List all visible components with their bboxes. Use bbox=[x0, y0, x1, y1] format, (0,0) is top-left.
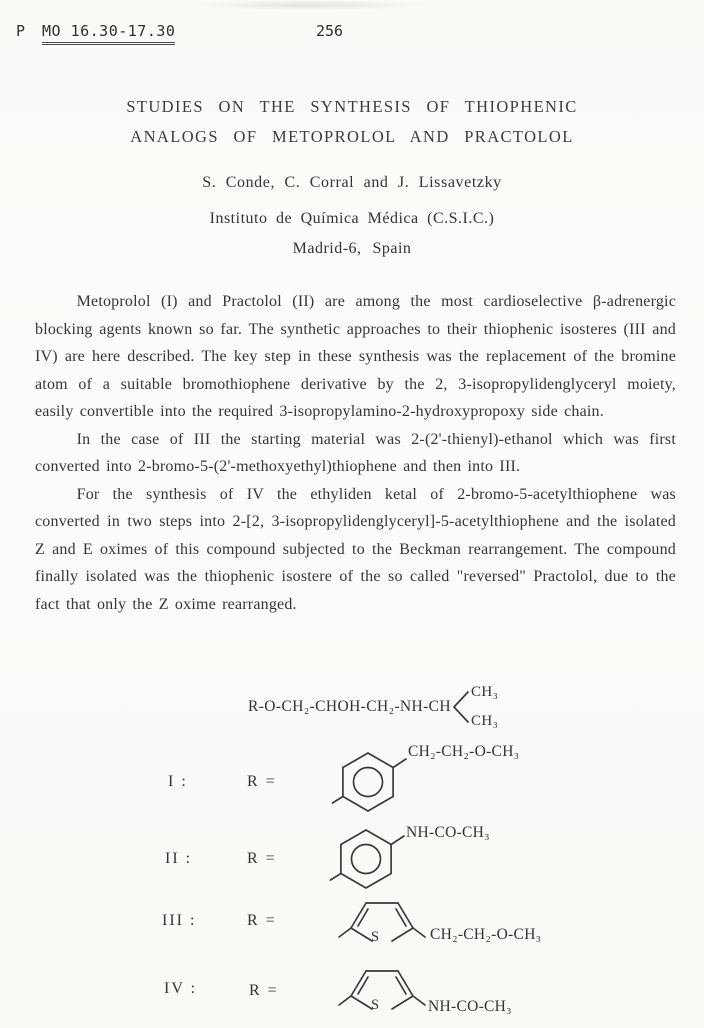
authors-line: S. Conde, C. Corral and J. Lissavetzky bbox=[202, 174, 502, 191]
abstract-paragraph-2: In the case of III the starting material was 2-(2'-thienyl)-ethanol which was first converted into 2-bromo-5-(2'-methoxyethyl)thiophene and then into III. bbox=[35, 430, 676, 475]
r-equals-label: R = bbox=[247, 912, 277, 929]
structure-row-III bbox=[0, 896, 704, 966]
paper-title bbox=[0, 92, 704, 152]
isopropyl-branch bbox=[471, 684, 498, 730]
roman-numeral-label: III : bbox=[162, 912, 197, 929]
benzene-ring-icon bbox=[328, 826, 412, 892]
roman-numeral-label: IV : bbox=[164, 980, 198, 997]
branch-methyl-top: CH₃ bbox=[471, 684, 499, 700]
branch-methyl-bottom: CH₃ bbox=[471, 713, 499, 729]
page-number: 256 bbox=[316, 22, 344, 40]
scan-artifact bbox=[190, 0, 430, 10]
substituent-label: NH-CO-CH₃ bbox=[406, 824, 490, 841]
benzene-ring-structure bbox=[328, 824, 490, 892]
structure-row-IV bbox=[0, 960, 704, 1028]
r-equals-label: R = bbox=[249, 982, 279, 999]
r-equals-label: R = bbox=[247, 850, 277, 867]
abstract-paragraph-3: For the synthesis of IV the ethyliden ketal of 2-bromo-5-acetylthiophene was converted in two steps into 2-[2, 3-isopropylidenglyceryl]-5-acetylthiophene and the isolated Z and E oximes of this compound subjected to the Beckman rearrangement. The compound finally isolated was the thiophenic isostere of the so called "reversed" Practolol, due to the fact that only the Z oxime rearranged. bbox=[35, 485, 676, 613]
benzene-ring-icon bbox=[330, 749, 414, 815]
isopropyl-branch-lines-icon bbox=[452, 684, 470, 730]
formula-main-chain: R-O-CH₂-CHOH-CH₂-NH-CH bbox=[248, 698, 452, 715]
thiophene-ring-icon bbox=[336, 966, 432, 1018]
title-line-2: ANALOGS OF METOPROLOL AND PRACTOLOL bbox=[130, 127, 574, 146]
r-equals-label: R = bbox=[247, 773, 277, 790]
substituent-label: NH-CO-CH₃ bbox=[428, 998, 512, 1015]
roman-numeral-label: I : bbox=[168, 773, 188, 790]
structure-row-II bbox=[0, 822, 704, 902]
header-p-mark: P bbox=[16, 22, 26, 40]
benzene-ring-structure bbox=[330, 743, 520, 815]
thiophene-ring-structure bbox=[336, 966, 512, 1018]
affiliation-line: Instituto de Química Médica (C.S.I.C.) bbox=[209, 210, 495, 227]
thiophene-ring-structure bbox=[336, 898, 542, 950]
session-code: MO 16.30-17.30 bbox=[42, 22, 175, 45]
abstract-body bbox=[35, 288, 676, 618]
substituent-label: CH₂-CH₂-O-CH₃ bbox=[430, 926, 542, 943]
sulfur-label: S bbox=[371, 929, 380, 945]
thiophene-ring-icon bbox=[336, 898, 432, 950]
roman-numeral-label: II : bbox=[165, 850, 193, 867]
abstract-paragraph-1: Metoprolol (I) and Practolol (II) are among the most cardioselective β-adrenergic blocking agents known so far. The synthetic approaches to their thiophenic isosteres (III and IV) are here described. The key step in these synthesis was the replacement of the bromine atom of a suitable bromothiophene derivative by the 2, 3-isopropylidenglyceryl moiety, easily convertible into the required 3-isopropylamino-2-hydroxypropoxy side chain. bbox=[35, 293, 676, 420]
side-chain-formula bbox=[248, 684, 498, 730]
substituent-label: CH₂-CH₂-O-CH₃ bbox=[408, 743, 520, 760]
title-line-1: STUDIES ON THE SYNTHESIS OF THIOPHENIC bbox=[126, 97, 578, 116]
structure-row-I bbox=[0, 745, 704, 825]
location-line: Madrid-6, Spain bbox=[292, 240, 412, 257]
page-header bbox=[0, 20, 704, 50]
sulfur-label: S bbox=[371, 997, 380, 1013]
